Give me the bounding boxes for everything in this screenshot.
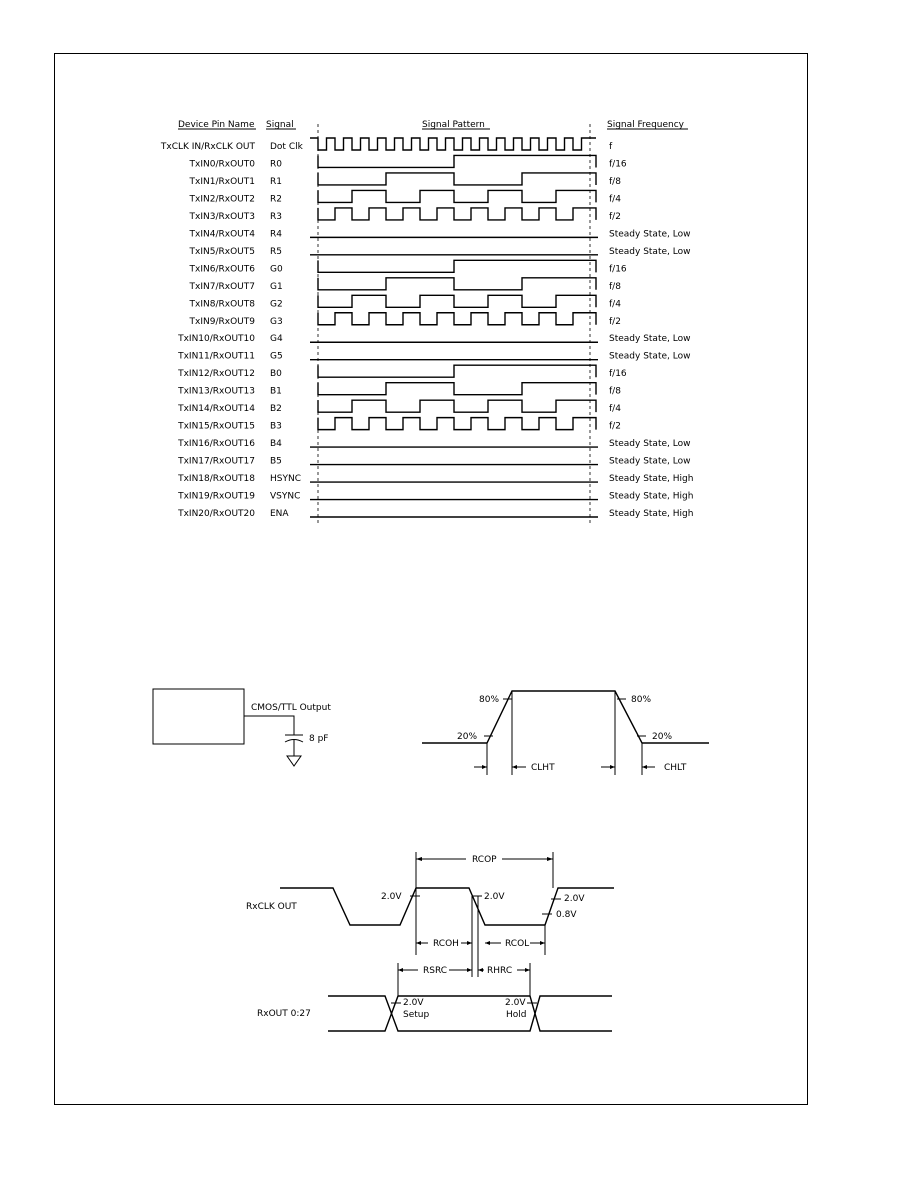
signal-name: B1 (270, 386, 282, 397)
pattern-row (177, 457, 690, 467)
rx-timing-figure (246, 852, 614, 1031)
signal-waveform (318, 278, 596, 290)
pin-name: TxIN13/RxOUT13 (178, 386, 255, 397)
pin-name: TxIN1/RxOUT1 (189, 176, 255, 187)
signal-waveform (318, 208, 596, 220)
signal-frequency: Steady State, Low (609, 246, 691, 257)
pattern-row (177, 509, 693, 519)
pin-name: TxIN10/RxOUT10 (178, 334, 255, 345)
signal-frequency: f/16 (609, 159, 627, 170)
signal-waveform (318, 365, 596, 377)
signal-frequency: f/2 (609, 211, 621, 222)
device-box (153, 689, 244, 744)
pattern-row (189, 229, 691, 239)
signal-waveform (310, 138, 596, 150)
signal-frequency: f/4 (609, 194, 621, 205)
signal-frequency: f/16 (609, 264, 627, 275)
signal-name: R0 (270, 159, 282, 170)
signal-name: B0 (270, 369, 282, 380)
rhrc-label: RHRC (487, 966, 513, 976)
signal-name: G5 (270, 351, 283, 362)
pin-name: TxIN7/RxOUT7 (189, 281, 255, 292)
signal-frequency: Steady State, Low (609, 439, 691, 450)
pct80-left: 80% (479, 695, 500, 705)
rcop-arrowhead-right (547, 857, 553, 861)
setup-label: Setup (403, 1010, 430, 1020)
pattern-row (177, 383, 621, 397)
signal-name: B2 (270, 404, 282, 415)
rise-arrowhead-right (512, 765, 517, 769)
pin-name: TxCLK IN/RxCLK OUT (160, 142, 255, 152)
pin-name: TxIN16/RxOUT16 (178, 439, 255, 450)
pin-name: TxIN20/RxOUT20 (178, 509, 255, 519)
header-pattern: Signal Pattern (422, 120, 485, 130)
rsrc-label: RSRC (423, 966, 448, 976)
fall-arrowhead-right (642, 765, 647, 769)
signal-name: G4 (270, 334, 283, 345)
header-frequency: Signal Frequency (607, 120, 685, 130)
hold-voltage: 2.0V (505, 998, 526, 1008)
signal-name: R2 (270, 194, 282, 205)
signal-name: G2 (270, 299, 283, 310)
output-label: CMOS/TTL Output (251, 703, 331, 713)
signal-waveform (318, 400, 596, 412)
pattern-row (189, 295, 622, 309)
pin-name: TxIN15/RxOUT15 (178, 421, 255, 432)
v20-a-label: 2.0V (381, 892, 402, 902)
pin-name: TxIN9/RxOUT9 (189, 316, 255, 327)
pin-name: TxIN14/RxOUT14 (178, 404, 255, 415)
signal-name: B5 (270, 456, 282, 467)
pattern-row (189, 190, 622, 204)
signal-frequency: Steady State, High (609, 509, 694, 519)
rcoh-arrowhead-right (467, 941, 472, 945)
v08-label: 0.8V (556, 910, 577, 920)
output-wire (244, 716, 294, 735)
capacitor-label: 8 pF (309, 734, 329, 744)
pattern-row (189, 173, 622, 187)
rise-arrowhead-left (482, 765, 487, 769)
fall-arrowhead-left (610, 765, 615, 769)
signal-frequency: f/2 (609, 421, 621, 432)
signal-frequency: f/8 (609, 281, 621, 292)
pattern-row (177, 334, 690, 344)
pin-name: TxIN5/RxOUT5 (189, 246, 255, 257)
rcoh-label: RCOH (433, 939, 459, 949)
v20-c-label: 2.0V (564, 894, 585, 904)
pattern-row (189, 208, 621, 222)
rcol-arrowhead-left (485, 941, 490, 945)
pin-name: TxIN8/RxOUT8 (189, 299, 255, 310)
rcop-label: RCOP (472, 855, 497, 865)
signal-name: R5 (270, 246, 282, 257)
signal-waveform (318, 173, 596, 185)
pattern-row (177, 400, 621, 414)
signal-frequency: Steady State, Low (609, 351, 691, 362)
signal-frequency: Steady State, High (609, 491, 694, 502)
pin-name: TxIN2/RxOUT2 (189, 194, 255, 205)
signal-frequency: f/2 (609, 316, 621, 327)
signal-frequency: f/16 (609, 369, 627, 380)
pattern-row (177, 474, 693, 484)
signal-name: Dot Clk (270, 142, 303, 152)
pattern-row (177, 439, 690, 449)
ground-icon (287, 756, 301, 766)
rhrc-arrowhead-right (525, 968, 530, 972)
pin-name: TxIN11/RxOUT11 (178, 351, 255, 362)
rcol-arrowhead-right (540, 941, 545, 945)
header-pin-names: Device Pin Name (178, 120, 255, 130)
signal-name: G3 (270, 316, 283, 327)
rxout-waveform-bottom (328, 996, 612, 1031)
signal-name: R1 (270, 176, 282, 187)
pattern-row (177, 365, 627, 379)
pct20-left: 20% (457, 732, 478, 742)
pattern-row (189, 155, 627, 169)
rcop-arrowhead-left (416, 857, 422, 861)
signal-frequency: f/8 (609, 176, 621, 187)
pattern-row (177, 418, 621, 432)
pin-name: TxIN3/RxOUT3 (189, 211, 255, 222)
pct20-right: 20% (652, 732, 673, 742)
pattern-row (177, 492, 693, 502)
pattern-row (189, 247, 691, 257)
header-signal: Signal (266, 120, 294, 130)
signal-waveform (318, 313, 596, 325)
signal-name: R4 (270, 229, 282, 240)
signal-name: G0 (270, 264, 283, 275)
rsrc-arrowhead-right (467, 968, 472, 972)
rxout-waveform-top (328, 996, 612, 1031)
rhrc-arrowhead-left (478, 968, 483, 972)
pin-name: TxIN4/RxOUT4 (189, 229, 255, 240)
signal-frequency: Steady State, Low (609, 334, 691, 345)
signal-frequency: Steady State, Low (609, 456, 691, 467)
pct80-right: 80% (631, 695, 652, 705)
rise-fall-figure (422, 691, 709, 775)
rxclk-label: RxCLK OUT (246, 902, 297, 912)
pin-name: TxIN0/RxOUT0 (189, 159, 255, 170)
v20-b-label: 2.0V (484, 892, 505, 902)
signal-frequency: f/8 (609, 386, 621, 397)
pin-name: TxIN18/RxOUT18 (178, 474, 255, 485)
signal-waveform (318, 190, 596, 202)
signal-waveform (318, 418, 596, 430)
rsrc-arrowhead-left (398, 968, 403, 972)
signal-waveform (318, 260, 596, 272)
signal-waveform (318, 295, 596, 307)
fall-label: CHLT (664, 763, 687, 773)
rcoh-arrowhead-left (416, 941, 421, 945)
signal-name: G1 (270, 281, 283, 292)
signal-name: VSYNC (270, 491, 301, 502)
rise-label: CLHT (531, 763, 555, 773)
signal-name: B3 (270, 421, 282, 432)
pattern-rows (160, 138, 694, 519)
rxout-label: RxOUT 0:27 (257, 1009, 311, 1019)
signal-frequency: Steady State, Low (609, 229, 691, 240)
pin-name: TxIN12/RxOUT12 (178, 369, 255, 380)
signal-waveform (318, 155, 596, 167)
signal-name: B4 (270, 439, 282, 450)
pattern-row (189, 278, 622, 292)
pattern-row (177, 352, 690, 362)
signal-frequency: Steady State, High (609, 474, 694, 485)
rcol-label: RCOL (505, 939, 530, 949)
load-circuit-figure (153, 689, 331, 766)
signal-name: R3 (270, 211, 282, 222)
signal-frequency: f/4 (609, 404, 621, 415)
test-pattern-figure (160, 120, 694, 523)
signal-frequency: f (609, 142, 613, 152)
pin-name: TxIN17/RxOUT17 (178, 456, 255, 467)
pattern-row (160, 138, 613, 152)
signal-name: ENA (270, 509, 289, 519)
setup-voltage: 2.0V (403, 998, 424, 1008)
signal-frequency: f/4 (609, 299, 621, 310)
signal-waveform (318, 383, 596, 395)
signal-name: HSYNC (270, 474, 301, 485)
pin-name: TxIN19/RxOUT19 (178, 491, 255, 502)
hold-label: Hold (506, 1010, 527, 1020)
pattern-row (189, 260, 627, 274)
pattern-row (189, 313, 621, 327)
pin-name: TxIN6/RxOUT6 (189, 264, 255, 275)
